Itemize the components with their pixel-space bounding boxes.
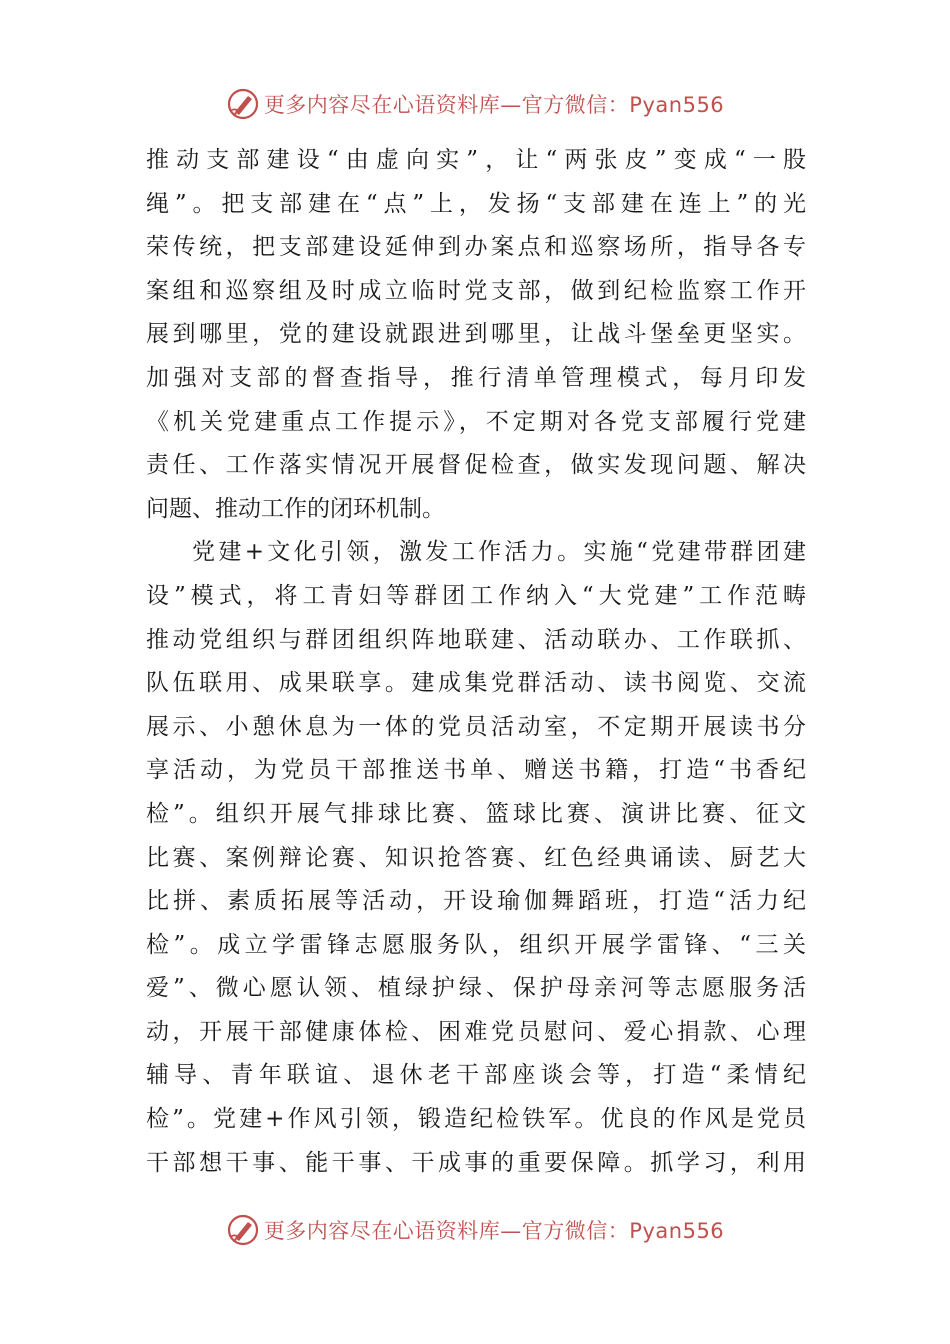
text-line: 检”。组织开展气排球比赛、篮球比赛、演讲比赛、征文: [146, 800, 806, 827]
text-line: 推动支部建设“由虚向实”，让“两张皮”变成“一股: [146, 147, 806, 173]
text-line: 享活动，为党员干部推送书单、赠送书籍，打造“书香纪: [146, 757, 806, 784]
document-body: [146, 139, 806, 1185]
text-line: 推动党组织与群团组织阵地联建、活动联办、工作联抓、: [146, 626, 806, 653]
text-line: 检”。党建+作风引领，锻造纪检铁军。优良的作风是党员: [146, 1106, 806, 1133]
text-line: 爱”、微心愿认领、植绿护绿、保护母亲河等志愿服务活: [146, 975, 806, 1002]
text-line: 绳”。把支部建在“点”上，发扬“支部建在连上”的光: [146, 190, 806, 217]
text-line: 展到哪里，党的建设就跟进到哪里，让战斗堡垒更坚实。: [146, 321, 806, 348]
text-line: 比拼、素质拓展等活动，开设瑜伽舞蹈班，打造“活力纪: [146, 888, 806, 915]
text-line: 《机关党建重点工作提示》，不定期对各党支部履行党建: [146, 408, 806, 435]
text-line: 辅导、青年联谊、退休老干部座谈会等，打造“柔情纪: [146, 1062, 806, 1089]
text-line: 比赛、案例辩论赛、知识抢答赛、红色经典诵读、厨艺大: [146, 844, 806, 871]
text-line: 责任、工作落实情况开展督促检查，做实发现问题、解决: [146, 452, 806, 479]
text-line: 党建+文化引领，激发工作活力。实施“党建带群团建: [192, 539, 806, 566]
text-line: 检”。成立学雷锋志愿服务队，组织开展学雷锋、“三关: [146, 931, 806, 958]
text-line: 问题、推动工作的闭环机制。: [146, 495, 445, 522]
text-line: 动，开展干部健康体检、困难党员慰问、爱心捐款、心理: [146, 1018, 806, 1045]
text-line: 加强对支部的督查指导，推行清单管理模式，每月印发: [146, 364, 806, 391]
pen-logo-icon: [226, 87, 260, 121]
text-line: 队伍联用、成果联享。建成集党群活动、读书阅览、交流: [146, 670, 806, 697]
header-watermark: [0, 84, 950, 124]
header-watermark-text: 更多内容尽在心语资料库—官方微信：Pyan556: [263, 93, 725, 117]
text-line: 荣传统，把支部建设延伸到办案点和巡察场所，指导各专: [146, 234, 806, 261]
text-line: 设”模式，将工青妇等群团工作纳入“大党建”工作范畴: [146, 582, 806, 609]
footer-watermark-text: 更多内容尽在心语资料库—官方微信：Pyan556: [263, 1219, 725, 1243]
pen-logo-icon: [226, 1213, 260, 1247]
footer-watermark: [0, 1210, 950, 1250]
text-line: 干部想干事、能干事、干成事的重要保障。抓学习，利用: [146, 1149, 806, 1176]
text-line: 案组和巡察组及时成立临时党支部，做到纪检监察工作开: [146, 277, 806, 304]
text-line: 展示、小憩休息为一体的党员活动室，不定期开展读书分: [146, 713, 806, 740]
